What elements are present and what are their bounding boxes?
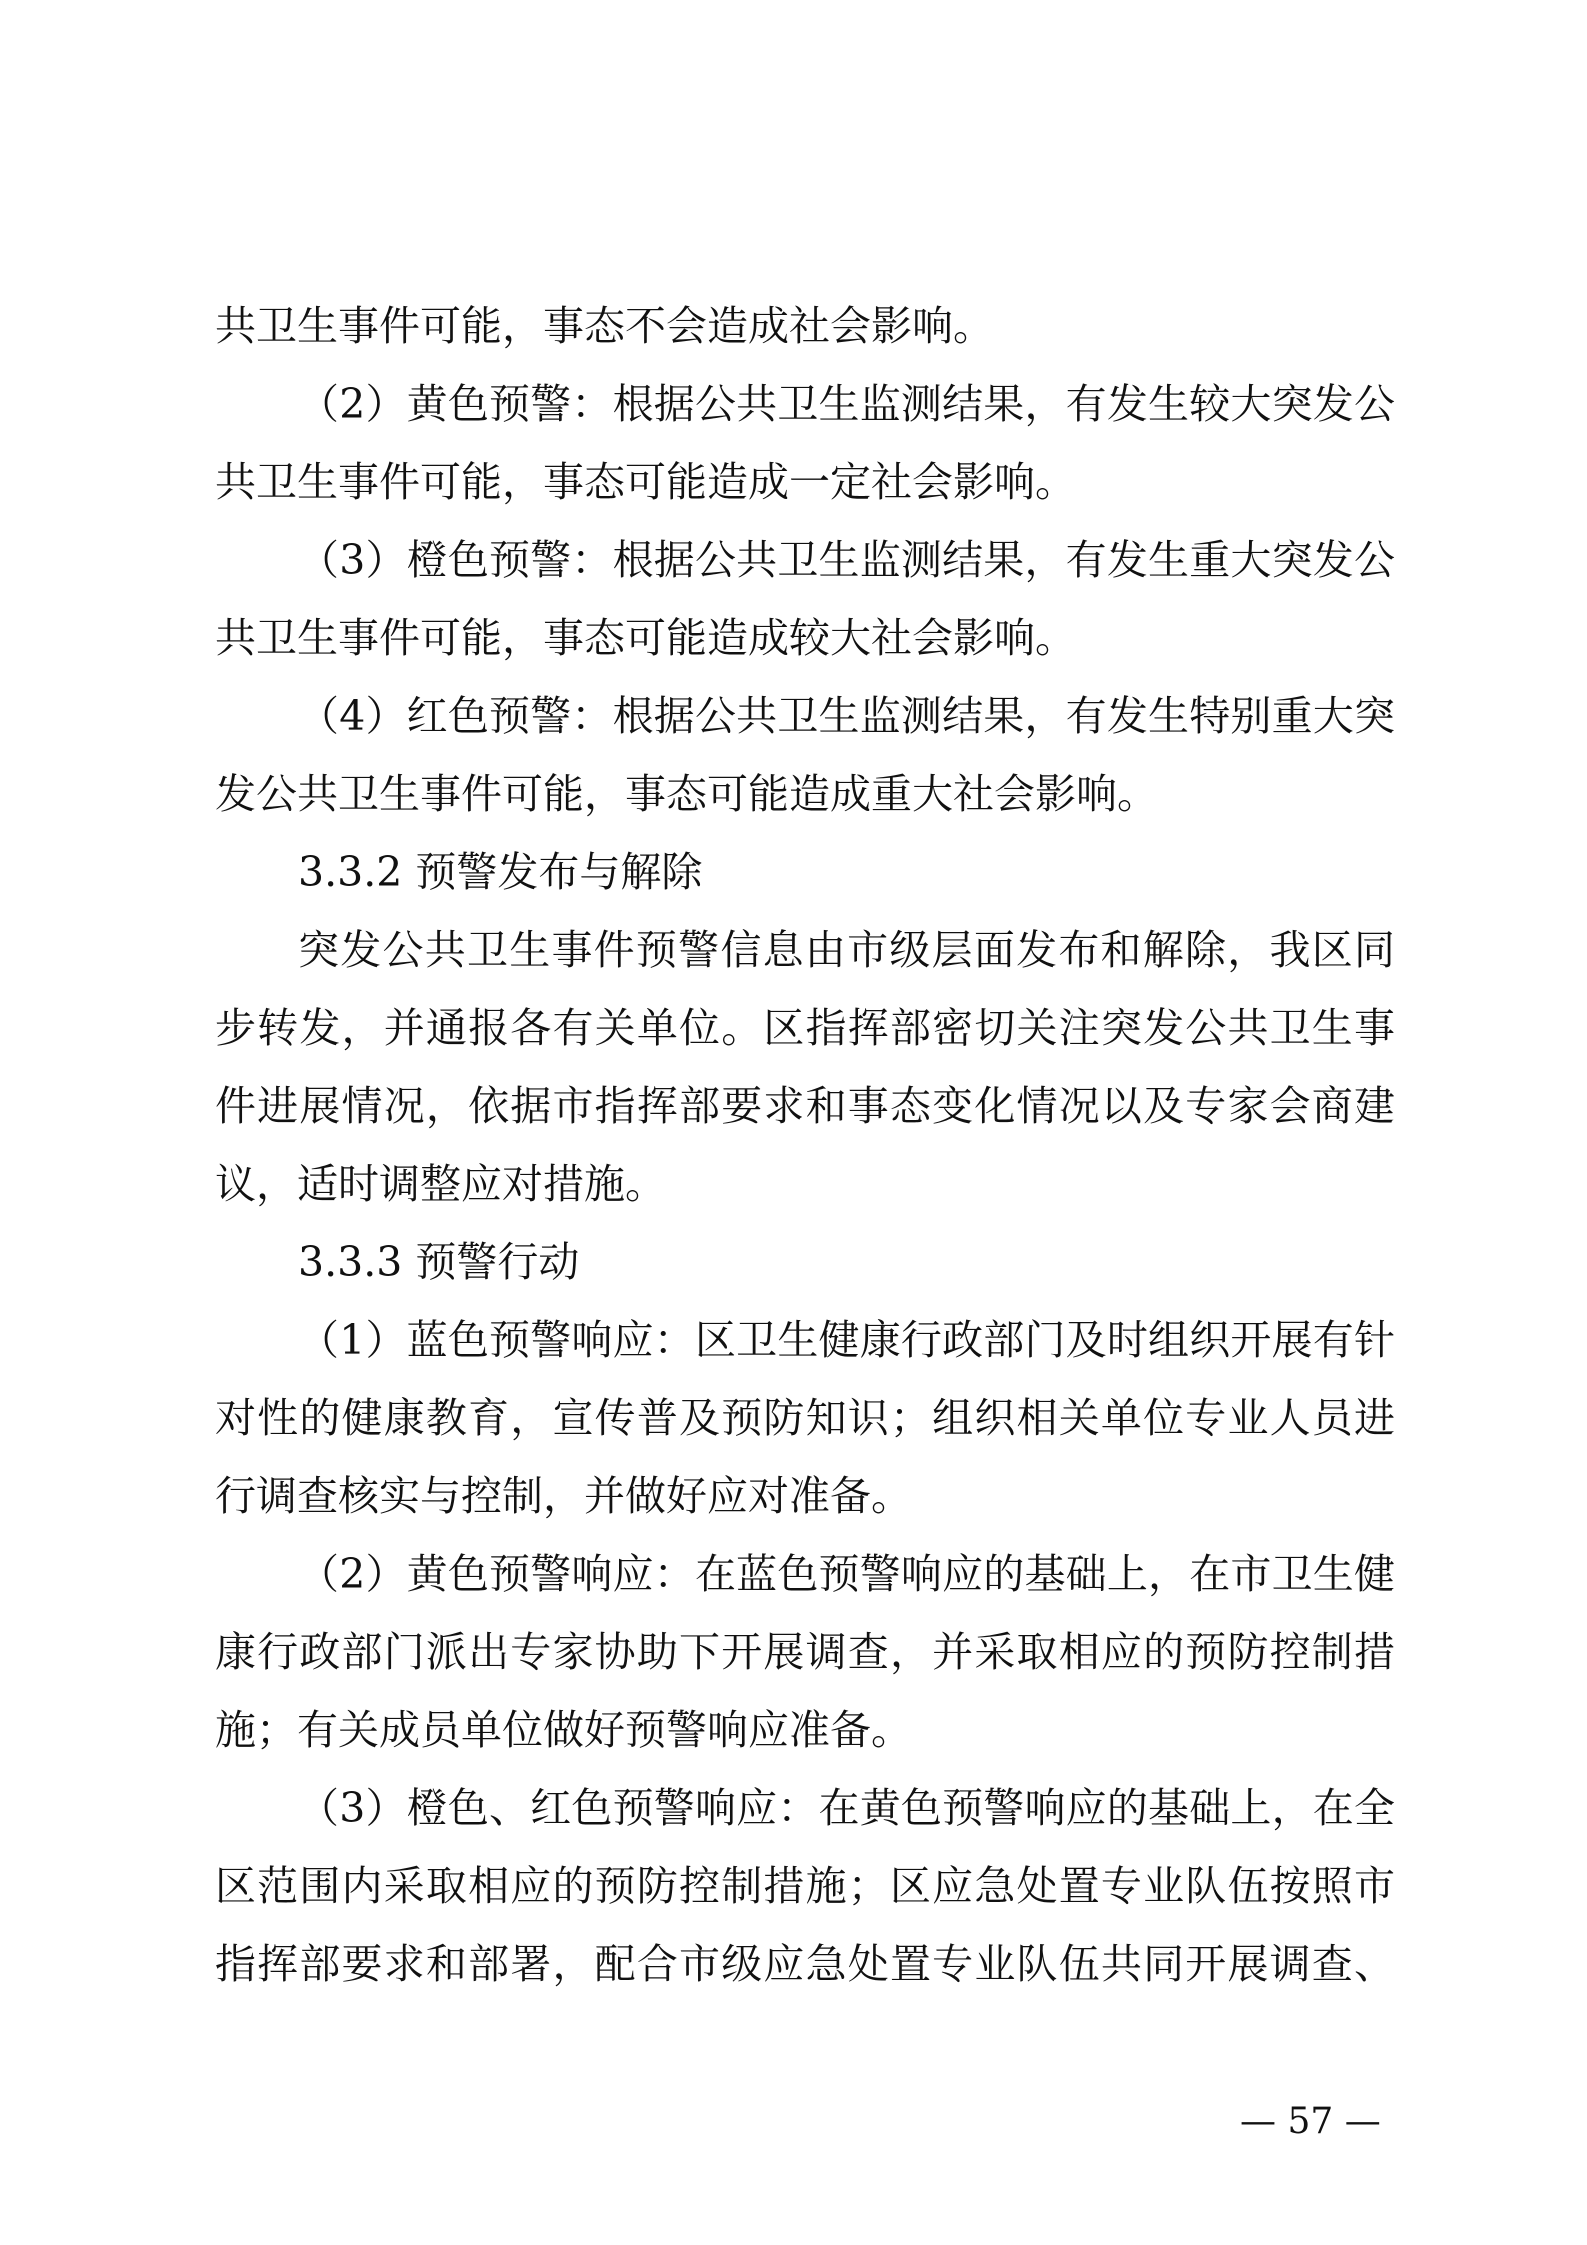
text-line: 共卫生事件可能，事态可能造成一定社会影响。	[215, 458, 1076, 506]
text-line: 步转发，并通报各有关单位。区指挥部密切关注突发公共卫生事	[215, 1004, 1395, 1052]
section-heading: 3.3.3 预警行动	[298, 1238, 580, 1286]
section-heading: 3.3.2 预警发布与解除	[298, 848, 703, 896]
text-line: 行调查核实与控制，并做好应对准备。	[215, 1472, 912, 1520]
text-line: （2）黄色预警：根据公共卫生监测结果，有发生较大突发公	[298, 380, 1395, 428]
text-line: （3）橙色预警：根据公共卫生监测结果，有发生重大突发公	[298, 536, 1395, 584]
text-line: 施；有关成员单位做好预警响应准备。	[215, 1706, 912, 1754]
text-line: 件进展情况，依据市指挥部要求和事态变化情况以及专家会商建	[215, 1082, 1395, 1130]
text-line: 发公共卫生事件可能，事态可能造成重大社会影响。	[215, 770, 1158, 818]
text-line: 对性的健康教育，宣传普及预防知识；组织相关单位专业人员进	[215, 1394, 1395, 1442]
text-line: 康行政部门派出专家协助下开展调查，并采取相应的预防控制措	[215, 1628, 1395, 1676]
text-line: （3）橙色、红色预警响应：在黄色预警响应的基础上，在全	[298, 1784, 1395, 1832]
text-line: （2）黄色预警响应：在蓝色预警响应的基础上，在市卫生健	[298, 1550, 1395, 1598]
text-line: 指挥部要求和部署，配合市级应急处置专业队伍共同开展调查、	[215, 1940, 1395, 1988]
text-line: 区范围内采取相应的预防控制措施；区应急处置专业队伍按照市	[215, 1862, 1395, 1910]
text-line: （4）红色预警：根据公共卫生监测结果，有发生特别重大突	[298, 692, 1395, 740]
text-line: 议，适时调整应对措施。	[215, 1160, 666, 1208]
text-line: 共卫生事件可能，事态不会造成社会影响。	[215, 302, 994, 350]
text-line: （1）蓝色预警响应：区卫生健康行政部门及时组织开展有针	[298, 1316, 1395, 1364]
text-line: 共卫生事件可能，事态可能造成较大社会影响。	[215, 614, 1076, 662]
text-line: 突发公共卫生事件预警信息由市级层面发布和解除，我区同	[298, 926, 1395, 974]
page-number: — 57 —	[1240, 2101, 1381, 2142]
